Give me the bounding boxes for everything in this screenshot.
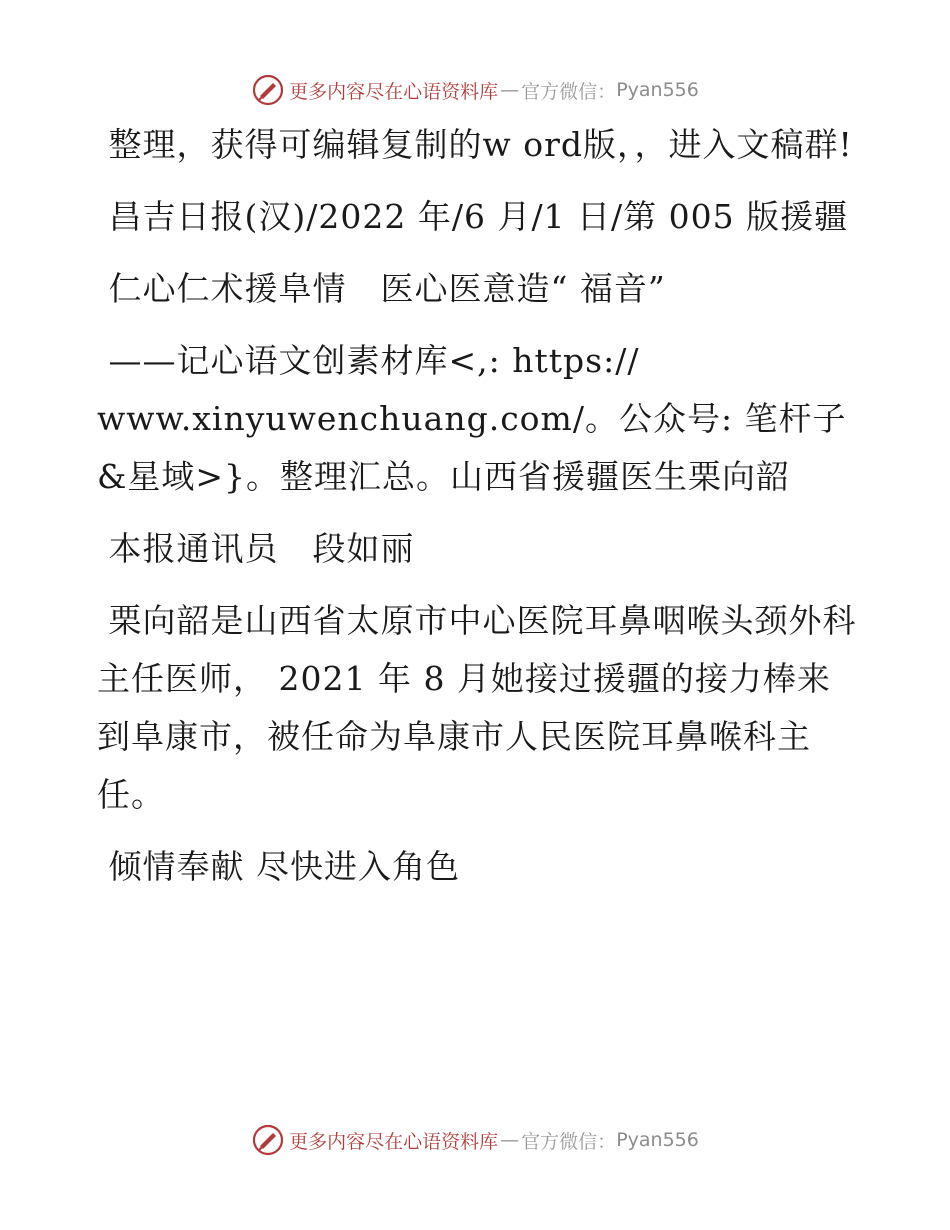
quill-seal-icon <box>251 73 285 107</box>
header-banner <box>0 70 950 110</box>
footer-banner <box>0 1120 950 1160</box>
paragraph-byline: 本报通讯员 段如丽 <box>97 529 415 568</box>
quill-seal-icon <box>251 1123 285 1157</box>
paragraph-headline: 仁心仁术援阜情 医心医意造“ 福音” <box>97 269 666 308</box>
banner-slogan: 更多内容尽在心语资料库 <box>289 1130 499 1153</box>
paragraph-section-heading: 倾情奉献 尽快进入角色 <box>97 847 460 886</box>
banner-wechat-id: Pyan556 <box>616 79 699 101</box>
banner-slogan: 更多内容尽在心语资料库 <box>289 80 499 103</box>
banner-wechat-label: 官方微信： <box>521 80 617 103</box>
banner-separator: — <box>500 1129 520 1151</box>
document-body <box>97 116 857 910</box>
paragraph-subheadline: ——记心语文创素材库<,: https:// www.xinyuwenchuang.com/。公众号: 笔杆子&星域>}。整理汇总。山西省援疆医生栗向韶 <box>97 341 847 496</box>
paragraph-intro: 整理，获得可编辑复制的w ord版，，进入文稿群! <box>97 125 853 164</box>
banner-wechat-label: 官方微信： <box>521 1130 617 1153</box>
paragraph-body: 栗向韶是山西省太原市中心医院耳鼻咽喉头颈外科主任医师， 2021 年 8 月她接过援疆的接力棒来到阜康市，被任命为阜康市人民医院耳鼻喉科主任。 <box>97 601 857 814</box>
banner-separator: — <box>500 79 520 101</box>
paragraph-source: 昌吉日报(汉)/2022 年/6 月/1 日/第 005 版援疆 <box>97 197 849 236</box>
banner-wechat-id: Pyan556 <box>616 1129 699 1151</box>
